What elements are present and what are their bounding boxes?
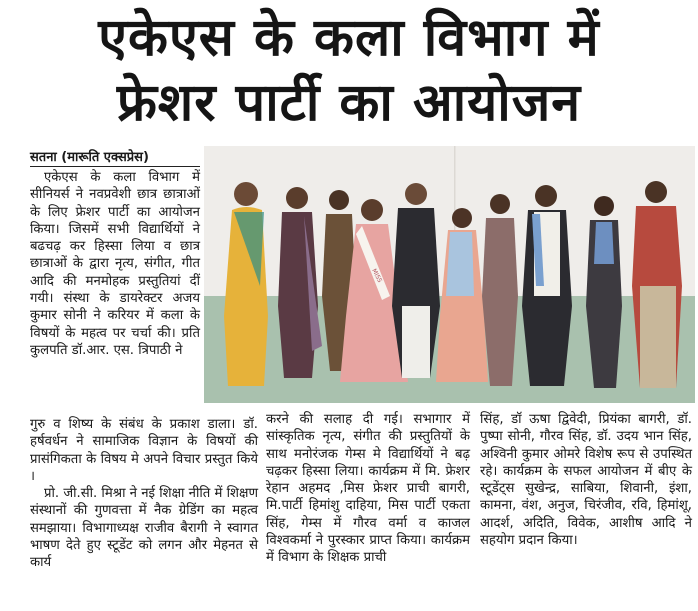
event-photo <box>204 146 695 403</box>
article-paragraph: गुरु व शिष्य के संबंध के प्रकाश डाला। डॉ. हर्षवर्धन ने सामाजिक विज्ञान के विषयों की प्रासंगिकता के विषय मे अपने विचार प्रस्तुत किये । <box>30 417 258 484</box>
person-9 <box>586 196 622 388</box>
article-column-1 <box>30 169 200 359</box>
article-column-2 <box>266 411 470 567</box>
person-10 <box>632 181 682 388</box>
person-8 <box>522 185 572 386</box>
article-paragraph: सिंह, डॉ ऊषा द्विवेदी, प्रियंका बागरी, डॉ. पुष्पा सोनी, गौरव सिंह, डॉ. उदय भान सिंह, अश्विनी कुमार ओमरे विशेष रूप से उपस्थित रहे। कार्यक्रम के सफल आयोजन में बीए के स्टूडेंट्स सुखेन्द्र, साबिया, शिवानी, इंशा, कामना, वंश, अनुज, चिरंजीव, रवि, हिमांशू, आदर्श, अदिति, विवेक, आशीष आदि ने सहयोग प्रदान किया। <box>480 412 692 549</box>
headline-line-1: एकेएस के कला विभाग में <box>98 8 600 68</box>
photo-sash-text: MISS <box>370 267 384 284</box>
article-paragraph: एकेएस के कला विभाग में सीनियर्स ने नवप्रवेशी छात्र छात्राओं के लिए फ्रेशर पार्टी का आयोजन किया। जिसमें सभी विद्यार्थियों ने बढचढ़ कर हिस्सा लिया व छात्र छात्राओं के द्वारा नृत्य, संगीत, गीत आदि की मनमोहक प्रस्तुतियां दीं गयी। संस्था के डायरेक्टर अजय कुमार सोनी ने करियर में कला के विषयों के महत्व पर चर्चा की। प्रति कुलपति डॉ.आर. एस. त्रिपाठी ने <box>30 170 200 358</box>
article-column-1-continued <box>30 416 258 572</box>
article-paragraph: करने की सलाह दी गई। सभागार में सांस्कृतिक नृत्य, संगीत की प्रस्तुतियों के साथ मनोरंजक गेम्स मे विद्यार्थियों ने बढ़ चढ़कर हिस्सा लिया। कार्यक्रम में मि. फ्रेशर रेहान अहमद ,मिस फ्रेशर प्राची बागरी, मि.पार्टी हिमांशु दाहिया, मिस पार्टी एकता सिंह, गेम्स में गौरव वर्मा व काजल विश्वकर्मा ने पुरस्कार प्राप्त किया। कार्यक्रम में विभाग के शिक्षक प्राची <box>266 412 470 566</box>
group-photo-illustration <box>204 146 695 403</box>
dateline: सतना (मारूति एक्सप्रेस) <box>30 150 149 165</box>
dateline-rule <box>30 166 200 167</box>
article-paragraph: प्रो. जी.सी. मिश्रा ने नई शिक्षा नीति में शिक्षण संस्थानों की गुणवत्ता में नैक ग्रेडिंग का महत्व समझाया। विभागाध्यक्ष राजीव बैरागी ने स्वागत भाषण देते हुए स्टूडेंट को लगन और मेहनत से कार्य <box>30 486 258 571</box>
headline-line-2: फ्रेशर पार्टी का आयोजन <box>116 73 582 133</box>
article-column-3 <box>480 411 692 549</box>
person-5 <box>392 183 440 378</box>
